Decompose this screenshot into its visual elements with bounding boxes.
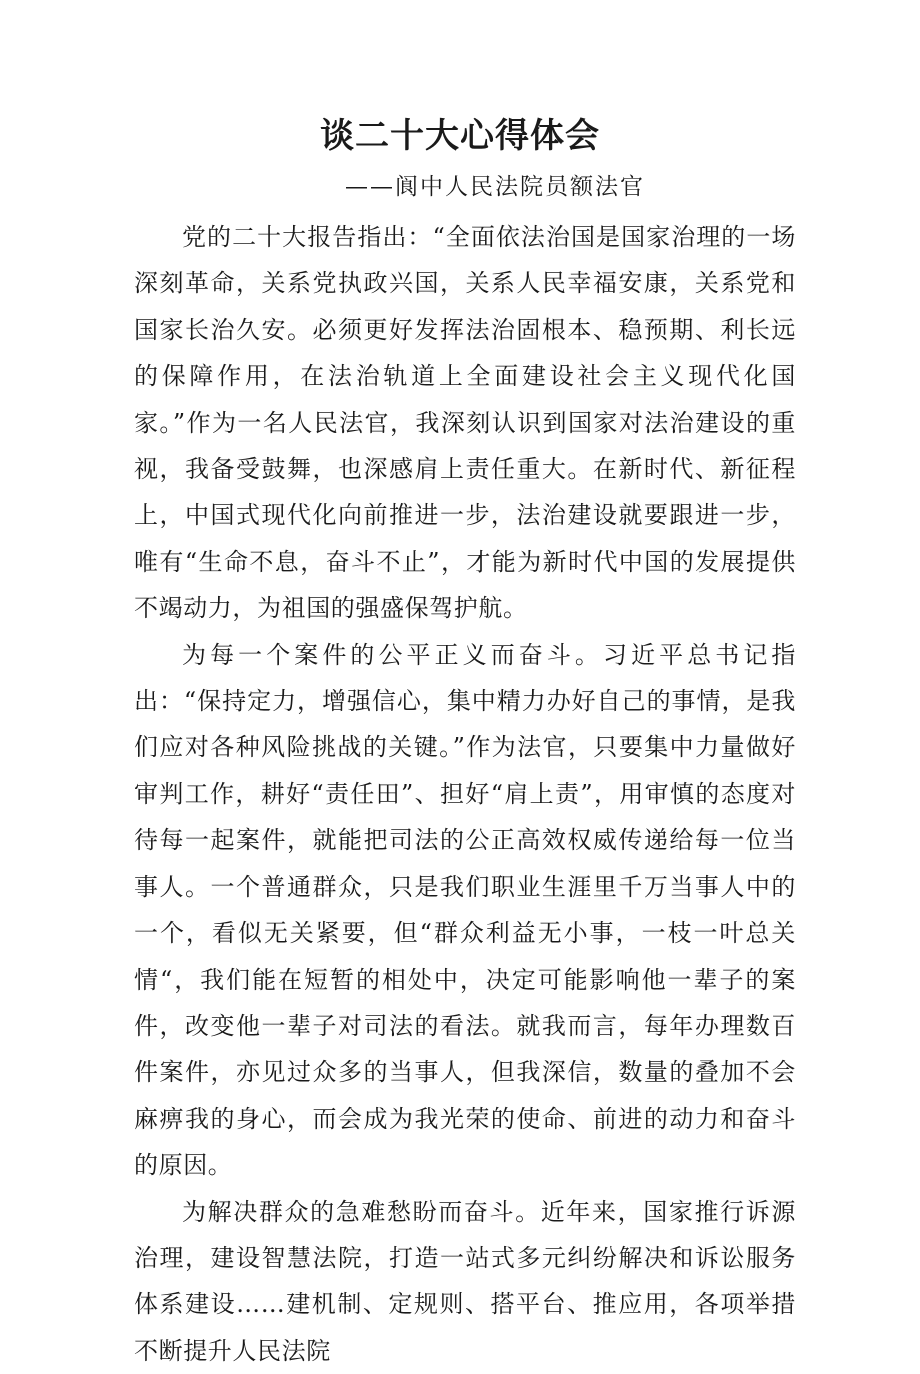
document-title: 谈二十大心得体会 xyxy=(320,116,600,156)
document-subtitle: ——阆中人民法院员额法官 xyxy=(345,174,645,200)
paragraph: 为解决群众的急难愁盼而奋斗。近年来，国家推行诉源治理，建设智慧法院，打造一站式多元纠纷解决和诉讼服务体系建设……建机制、定规则、搭平台、推应用，各项举措不断提升人民法院 xyxy=(134,1197,796,1365)
paragraph: 党的二十大报告指出：“全面依法治国是国家治理的一场深刻革命，关系党执政兴国，关系人民幸福安康，关系党和国家长治久安。必须更好发挥法治固根本、稳预期、利长远的保障作用，在法治轨道上全面建设社会主义现代化国家。”作为一名人民法官，我深刻认识到国家对法治建设的重视，我备受鼓舞，也深感肩上责任重大。在新时代、新征程上，中国式现代化向前推进一步，法治建设就要跟进一步，唯有“生命不息，奋斗不止”，才能为新时代中国的发展提供不竭动力，为祖国的强盛保驾护航。 xyxy=(134,223,796,623)
document-body xyxy=(134,214,796,1374)
paragraph: 为每一个案件的公平正义而奋斗。习近平总书记指出：“保持定力，增强信心，集中精力办好自己的事情，是我们应对各种风险挑战的关键。”作为法官，只要集中力量做好审判工作，耕好“责任田”、担好“肩上责”，用审慎的态度对待每一起案件，就能把司法的公正高效权威传递给每一位当事人。一个普通群众，只是我们职业生涯里千万当事人中的一个，看似无关紧要，但“群众利益无小事，一枝一叶总关情“，我们能在短暂的相处中，决定可能影响他一辈子的案件，改变他一辈子对司法的看法。就我而言，每年办理数百件案件，亦见过众多的当事人，但我深信，数量的叠加不会麻痹我的身心，而会成为我光荣的使命、前进的动力和奋斗的原因。 xyxy=(134,640,796,1180)
